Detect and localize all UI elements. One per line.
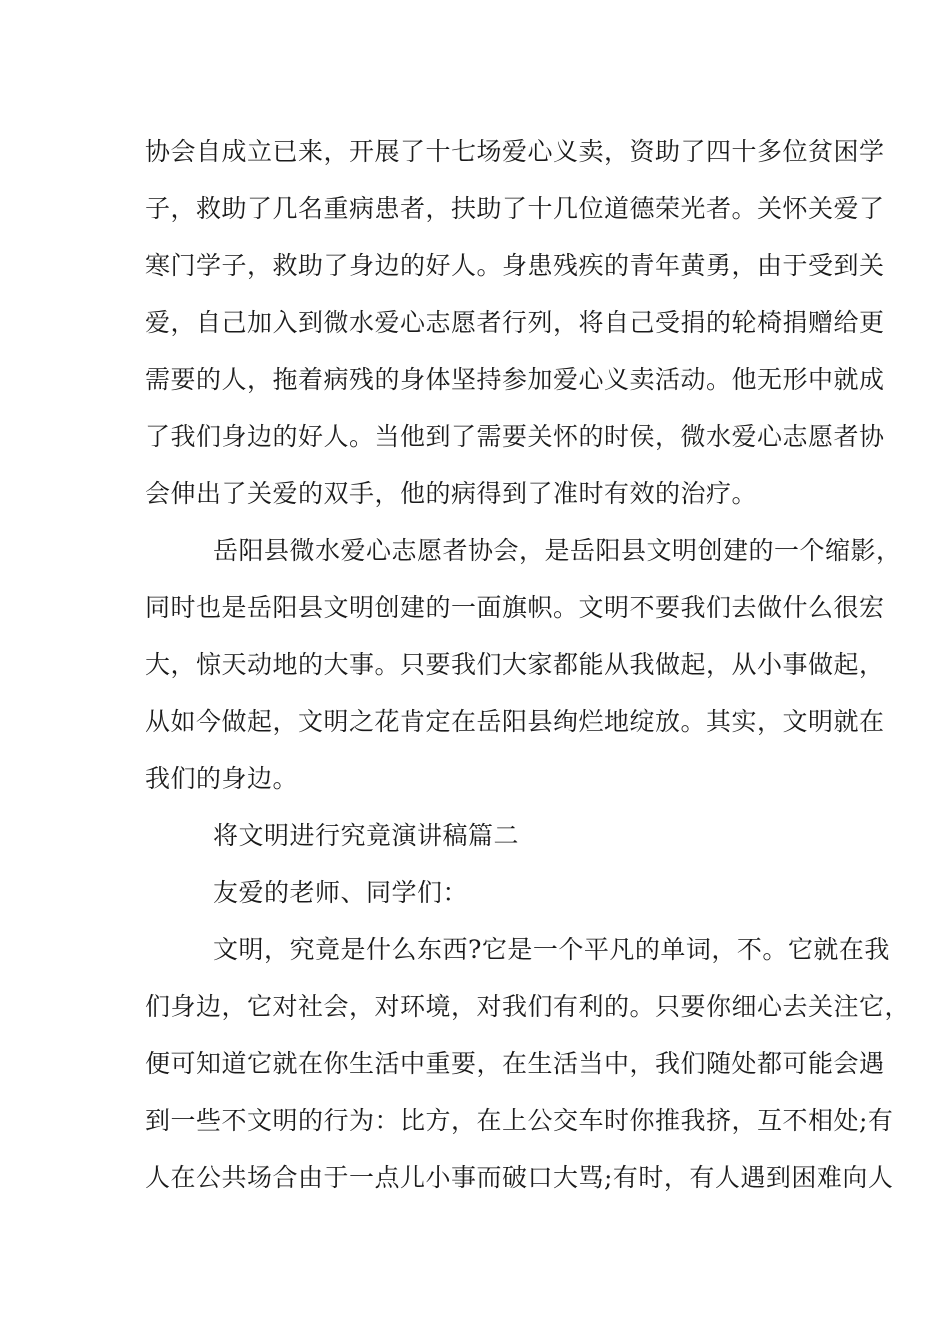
paragraph-1-line-1: 协会自成立已来，开展了十七场爱心义卖，资助了四十多位贫困学 <box>145 137 885 166</box>
paragraph-3-line-5: 人在公共场合由于一点儿小事而破口大骂;有时，有人遇到困难向人 <box>145 1163 894 1192</box>
paragraph-1-line-3: 寒门学子，救助了身边的好人。身患残疾的青年黄勇，由于受到关 <box>145 251 885 280</box>
salutation: 友爱的老师、同学们： <box>213 878 469 907</box>
paragraph-3-line-4: 到一些不文明的行为：比方，在上公交车时你推我挤，互不相处;有 <box>145 1106 894 1135</box>
paragraph-1-line-7: 会伸出了关爱的双手，他的病得到了准时有效的治疗。 <box>145 479 758 508</box>
paragraph-2-line-3: 大，惊天动地的大事。只要我们大家都能从我做起，从小事做起， <box>145 650 885 679</box>
paragraph-2-line-5: 我们的身边。 <box>145 764 299 793</box>
paragraph-3-line-3: 便可知道它就在你生活中重要，在生活当中，我们随处都可能会遇 <box>145 1049 885 1078</box>
paragraph-2-line-4: 从如今做起，文明之花肯定在岳阳县绚烂地绽放。其实，文明就在 <box>145 707 885 736</box>
paragraph-2-line-2: 同时也是岳阳县文明创建的一面旗帜。文明不要我们去做什么很宏 <box>145 593 885 622</box>
paragraph-1-line-2: 子，救助了几名重病患者，扶助了十几位道德荣光者。关怀关爱了 <box>145 194 885 223</box>
paragraph-1-line-6: 了我们身边的好人。当他到了需要关怀的时侯，微水爱心志愿者协 <box>145 422 885 451</box>
paragraph-1-line-4: 爱，自己加入到微水爱心志愿者行列，将自己受捐的轮椅捐赠给更 <box>145 308 885 337</box>
paragraph-1-line-5: 需要的人，拖着病残的身体坚持参加爱心义卖活动。他无形中就成 <box>145 365 885 394</box>
paragraph-2-line-1: 岳阳县微水爱心志愿者协会，是岳阳县文明创建的一个缩影， <box>213 536 902 565</box>
paragraph-3-line-2: 们身边，它对社会，对环境，对我们有利的。只要你细心去关注它， <box>145 992 911 1021</box>
section-heading: 将文明进行究竟演讲稿篇二 <box>213 821 520 850</box>
paragraph-3-line-1: 文明，究竟是什么东西?它是一个平凡的单词，不。它就在我 <box>213 935 890 964</box>
